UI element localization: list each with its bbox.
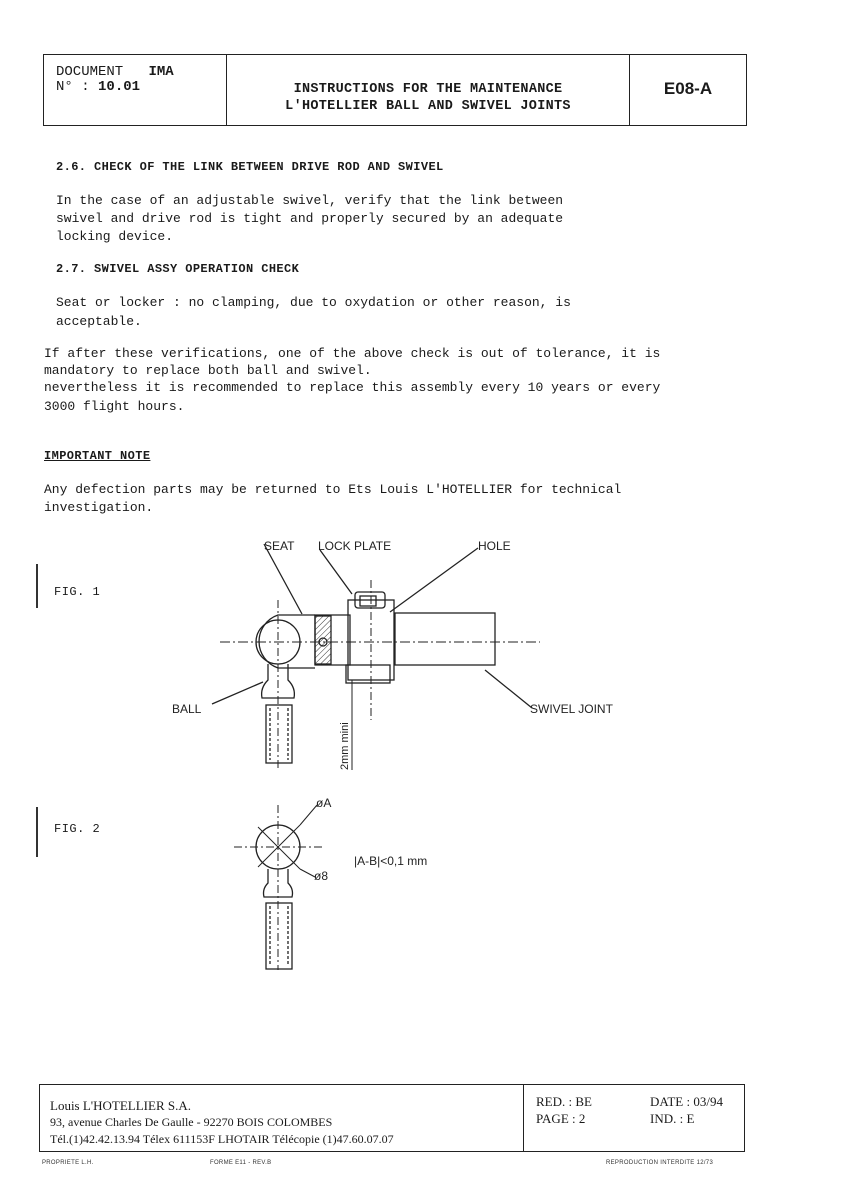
red-field: RED. : BE	[536, 1094, 592, 1109]
diameter-b-line	[258, 825, 300, 867]
section-2-7-heading: 2.7. SWIVEL ASSY OPERATION CHECK	[56, 262, 300, 276]
hole-leader	[390, 548, 478, 612]
ind-field: IND. : E	[650, 1111, 695, 1126]
ball-label: BALL	[172, 702, 202, 716]
swivel-joint-leader	[485, 670, 532, 708]
dia-b-leader	[300, 869, 315, 877]
title-cell	[227, 55, 630, 125]
date-field: DATE : 03/94	[650, 1094, 723, 1109]
section-2-6-line-2: swivel and drive rod is tight and properly secured by an adequate	[56, 211, 564, 226]
company-name: Louis L'HOTELLIER S.A.	[50, 1098, 191, 1113]
smallprint-middle: FORME E11 - REV.B	[210, 1160, 272, 1166]
hole-label: HOLE	[478, 539, 511, 553]
reference-code: E08-A	[663, 79, 713, 98]
summary-line-2: mandatory to replace both ball and swivel.	[44, 363, 372, 378]
company-cell	[40, 1085, 524, 1151]
important-note-line-1: Any defection parts may be returned to Ets Louis L'HOTELLIER for technical	[44, 482, 622, 497]
section-2-7-line-1: Seat or locker : no clamping, due to oxydation or other reason, is	[56, 295, 571, 310]
page-field: PAGE : 2	[536, 1111, 586, 1126]
fig2-margin-bar	[36, 807, 38, 857]
seat-label: SEAT	[264, 539, 295, 553]
lock-plate-slot	[360, 596, 376, 606]
section-2-7-line-2: acceptable.	[56, 314, 142, 329]
swivel-joint-label: SWIVEL JOINT	[530, 702, 613, 716]
diameter-a-line	[258, 827, 300, 869]
dia-a-leader	[300, 805, 317, 825]
swivel-joint-body	[395, 613, 495, 665]
doc-number-label: N° :	[56, 79, 90, 95]
fig1-margin-bar	[36, 564, 38, 608]
dia-a-label: øA	[316, 796, 332, 810]
lock-plate-label: LOCK PLATE	[318, 539, 392, 553]
important-note-title: IMPORTANT NOTE	[44, 449, 151, 463]
title-line-1: INSTRUCTIONS FOR THE MAINTENANCE	[293, 82, 563, 97]
doc-number: 10.01	[98, 79, 141, 95]
dia-b-label: ø8	[314, 869, 329, 883]
header-box	[43, 54, 747, 126]
fig2-label: FIG. 2	[54, 822, 101, 836]
doc-org: IMA	[148, 64, 174, 80]
revision-cell	[524, 1085, 744, 1151]
smallprint-left: PROPRIETE L.H.	[42, 1160, 94, 1166]
tolerance-label: |A-B|<0,1 mm	[354, 854, 428, 868]
lock-plate-leader	[320, 550, 352, 594]
document-id-cell	[44, 55, 227, 125]
ball-leader	[212, 682, 263, 704]
doc-label: DOCUMENT	[56, 64, 124, 80]
company-address: 93, avenue Charles De Gaulle - 92270 BOIS COLOMBES	[50, 1115, 333, 1129]
section-2-6-line-1: In the case of an adjustable swivel, verify that the link between	[56, 193, 564, 208]
section-2-6-line-3: locking device.	[56, 229, 174, 244]
fig2-drawing	[220, 785, 480, 980]
summary-line-1: If after these verifications, one of the above check is out of tolerance, it is	[44, 346, 661, 361]
fig1-label: FIG. 1	[54, 585, 101, 599]
important-note-line-2: investigation.	[44, 500, 154, 515]
seat-leader	[264, 544, 302, 614]
fig1-drawing	[160, 530, 613, 780]
dimension-label: 2mm mini	[339, 722, 351, 770]
title-line-2: L'HOTELLIER BALL AND SWIVEL JOINTS	[285, 99, 571, 114]
footer-box	[39, 1084, 745, 1152]
section-2-6-heading: 2.6. CHECK OF THE LINK BETWEEN DRIVE ROD AND SWIVEL	[56, 160, 444, 174]
company-contact: Tél.(1)42.42.13.94 Télex 611153F LHOTAIR Télécopie (1)47.60.07.07	[50, 1132, 394, 1146]
reference-cell	[630, 55, 746, 125]
summary-line-4: 3000 flight hours.	[44, 399, 185, 414]
smallprint-right: REPRODUCTION INTERDITE 12/73	[606, 1160, 714, 1166]
summary-line-3: nevertheless it is recommended to replace this assembly every 10 years or every	[44, 380, 661, 395]
seat-hatch	[315, 616, 331, 664]
